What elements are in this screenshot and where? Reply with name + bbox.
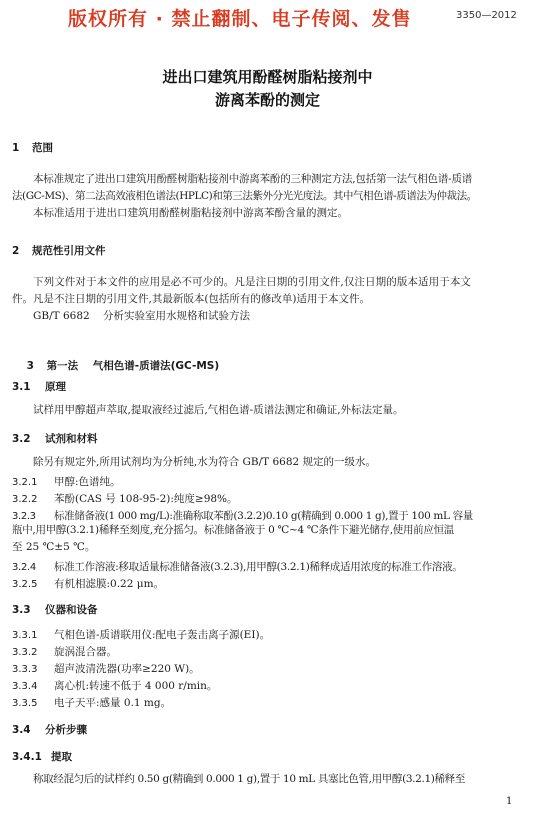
section-title: 分析步骤 <box>45 724 87 736</box>
section-title: 规范性引用文件 <box>32 245 106 257</box>
section-number: 3.4 <box>12 724 31 736</box>
paragraph: 本标准适用于进出口建筑用酚醛树脂粘接剂中游离苯酚含量的测定。 <box>33 207 348 219</box>
item-number: 3.2.5 <box>12 579 38 590</box>
section-3-4-1-heading <box>12 749 72 764</box>
item-text: 气相色谱-质谱联用仪:配电子轰击离子源(EI)。 <box>54 629 271 641</box>
item-continuation: 瓶中,用甲醇(3.2.1)稀释至刻度,充分摇匀。标准储备液于 0 ℃~4 ℃条件下避光储存,使用前应恒温 <box>12 524 454 536</box>
title-line-2: 游离苯酚的测定 <box>214 91 320 109</box>
item-text: 电子天平:感量 0.1 mg。 <box>54 697 172 709</box>
paragraph: 件。凡是不注日期的引用文件,其最新版本(包括所有的修改单)适用于本文件。 <box>12 293 371 305</box>
list-item <box>12 508 473 523</box>
paragraph: 下列文件对于本文件的应用是必不可少的。凡是注日期的引用文件,仅注日期的版本适用于本文 <box>33 276 472 288</box>
paragraph: 称取经混匀后的试样约 0.50 g(精确到 0.000 1 g),置于 10 mL 具塞比色管,用甲醇(3.2.1)稀释至 <box>33 773 465 785</box>
item-text: 有机相滤膜:0.22 μm。 <box>54 578 165 590</box>
section-number: 3.1 <box>12 381 31 393</box>
section-3-3-heading <box>12 602 98 617</box>
item-number: 3.2.4 <box>12 562 36 573</box>
item-text: 苯酚(CAS 号 108-95-2):纯度≥98%。 <box>54 493 238 505</box>
list-item <box>12 576 164 591</box>
section-3-2-heading <box>12 431 98 446</box>
item-continuation: 至 25 ℃±5 ℃。 <box>12 541 96 553</box>
item-number: 3.3.1 <box>12 630 38 641</box>
list-item <box>12 627 270 642</box>
item-text: 标准工作溶液:移取适量标准储备液(3.2.3),用甲醇(3.2.1)稀释成适用浓度的标准工作溶液。 <box>54 561 463 573</box>
section-title: 试剂和材料 <box>45 433 98 445</box>
section-title: 第一法 气相色谱-质谱法(GC-MS) <box>46 360 220 372</box>
title-line-1: 进出口建筑用酚醛树脂粘接剂中 <box>162 68 373 86</box>
item-number: 3.3.3 <box>12 664 38 675</box>
paragraph: 试样用甲醇超声萃取,提取液经过滤后,气相色谱-质谱法测定和确证,外标法定量。 <box>33 404 404 416</box>
standard-number: 3350—2012 <box>456 10 517 21</box>
section-number: 2 <box>12 245 20 257</box>
section-title: 范围 <box>32 142 53 154</box>
item-number: 3.2.2 <box>12 494 38 505</box>
list-item <box>12 491 238 506</box>
section-2-heading <box>12 243 106 258</box>
list-item <box>12 644 117 659</box>
paragraph: 法(GC-MS)、第二法高效液相色谱法(HPLC)和第三法紫外分光光度法。其中气相色谱-质谱法为仲裁法。 <box>12 190 477 202</box>
item-number: 3.3.5 <box>12 698 38 709</box>
item-text: 离心机:转速不低于 4 000 r/min。 <box>54 680 218 692</box>
section-3-1-heading <box>12 379 66 394</box>
section-3-4-heading <box>12 722 87 737</box>
list-item <box>12 559 463 574</box>
section-title: 提取 <box>51 751 72 763</box>
item-number: 3.3.4 <box>12 681 38 692</box>
section-number: 1 <box>12 142 20 154</box>
item-text: 超声波清洗器(功率≥220 W)。 <box>54 663 200 675</box>
item-number: 3.2.1 <box>12 477 38 488</box>
item-text: 旋涡混合器。 <box>54 646 117 658</box>
item-text: 标准储备液(1 000 mg/L):准确称取苯酚(3.2.2)0.10 g(精确到 0.000 1 g),置于 100 mL 容量 <box>54 510 473 522</box>
list-item <box>12 661 200 676</box>
list-item <box>12 474 121 489</box>
page-number: 1 <box>506 796 513 807</box>
copyright-watermark: 版权所有 · 禁止翻制、电子传阅、发售 <box>68 8 412 30</box>
paragraph: 除另有规定外,所用试剂均为分析纯,水为符合 GB/T 6682 规定的一级水。 <box>33 456 377 468</box>
section-number: 3.3 <box>12 604 31 616</box>
item-text: 甲醇:色谱纯。 <box>54 476 121 488</box>
item-number: 3.2.3 <box>12 511 36 522</box>
section-number: 3.2 <box>12 433 31 445</box>
list-item <box>12 695 171 710</box>
section-title: 仪器和设备 <box>45 604 98 616</box>
section-number: 3.4.1 <box>12 751 42 763</box>
list-item <box>12 678 217 693</box>
section-1-heading <box>12 140 53 155</box>
normative-reference: GB/T 6682 分析实验室用水规格和试验方法 <box>33 310 251 322</box>
paragraph: 本标准规定了进出口建筑用酚醛树脂粘接剂中游离苯酚的三种测定方法,包括第一法气相色谱-质谱 <box>33 173 473 185</box>
section-title: 原理 <box>45 381 66 393</box>
item-number: 3.3.2 <box>12 647 38 658</box>
section-number: 3 <box>26 360 34 372</box>
